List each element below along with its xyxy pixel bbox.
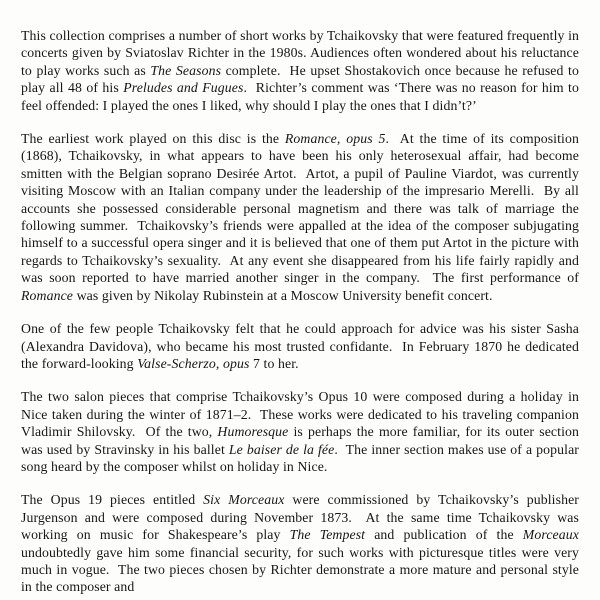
text-run: . At the time of its composition (1868), Tchaikovsky, in what appears to have been his only heterosexual affair, had become smitten with the Belgian soprano Desirée Artot. Artot, a pupil of Pauline Viardot, was currently visiting Moscow with an Italian company under the leadership of the impresario Merelli. By all accounts she possessed considerable personal magnetism and there was talk of marriage the following summer. Tchaikovsky’s friends were appalled at the idea of the composer subjugating himself to a successful opera singer and it is believed that one of them put Artot in the picture with regards to Tchaikovsky’s sexuality. At any event she disappeared from his life fairly rapidly and was soon reported to have married another singer in the company. The first performance of <box>21 131 579 286</box>
text-run: One of the few people Tchaikovsky felt that he could approach for advice was his sister Sasha (Alexandra Davidova), who became his most trusted confidante. In February 1870 he dedicated the forward-looking <box>21 321 579 371</box>
paragraph <box>21 491 579 595</box>
italic-title-text: Humoresque <box>217 424 289 440</box>
text-run: 7 to her. <box>249 355 299 371</box>
text-run: complete. He upset Shostakovich once because he refused to play all 48 of his <box>21 62 579 96</box>
italic-title-text: Valse-Scherzo, opus <box>137 355 250 371</box>
text-run: This collection comprises a number of short works by Tchaikovsky that were featured frequently in concerts given by Sviatoslav Richter in the 1980s. Audiences often wondered about his reluctance to play works such as <box>21 28 579 78</box>
text-run: and publication of the <box>365 527 523 543</box>
paragraph <box>21 320 579 372</box>
text-run: was given by Nikolay Rubinstein at a Moscow University benefit concert. <box>73 287 493 303</box>
text-run: undoubtedly gave him some financial security, for such works with picturesque titles were very much in vogue. The two pieces chosen by Richter demonstrate a more mature and personal style in the composer and <box>21 544 579 595</box>
italic-title-text: Preludes and Fugues <box>123 80 244 96</box>
italic-title-text: Morceaux <box>522 527 579 543</box>
italic-title-text: Le baiser de la fée <box>228 441 335 457</box>
paragraph <box>21 388 579 475</box>
paragraph <box>21 130 579 304</box>
italic-title-text: Romance, opus 5 <box>284 131 386 147</box>
text-run: . Richter’s comment was ‘There was no reason for him to feel offended: I played the ones I liked, why should I play the ones that I didn’t?’ <box>21 80 579 113</box>
text-run: The two salon pieces that comprise Tchaikovsky’s Opus 10 were composed during a holiday in Nice taken during the winter of 1871–2. These works were dedicated to his traveling companion Vladimir Shilovsky. Of the two, <box>21 389 579 440</box>
paragraph <box>21 27 579 114</box>
italic-title-text: The Tempest <box>289 527 366 543</box>
italic-title-text: The Seasons <box>150 62 222 78</box>
document-body <box>21 27 579 596</box>
text-run: were commissioned by Tchaikovsky’s publisher Jurgenson and were composed during November 1873. At the same time Tchaikovsky was working on music for Shakespeare’s play <box>21 492 579 543</box>
text-run: The earliest work played on this disc is the <box>21 131 285 147</box>
text-run: is perhaps the more familiar, for its outer section was used by Stravinsky in his ballet <box>21 424 579 457</box>
italic-title-text: Romance <box>21 287 74 303</box>
italic-title-text: Six Morceaux <box>203 492 285 508</box>
text-run: . The inner section makes use of a popular song heard by the composer whilst on holiday in Nice. <box>21 441 579 474</box>
text-run: The Opus 19 pieces entitled <box>21 492 204 508</box>
